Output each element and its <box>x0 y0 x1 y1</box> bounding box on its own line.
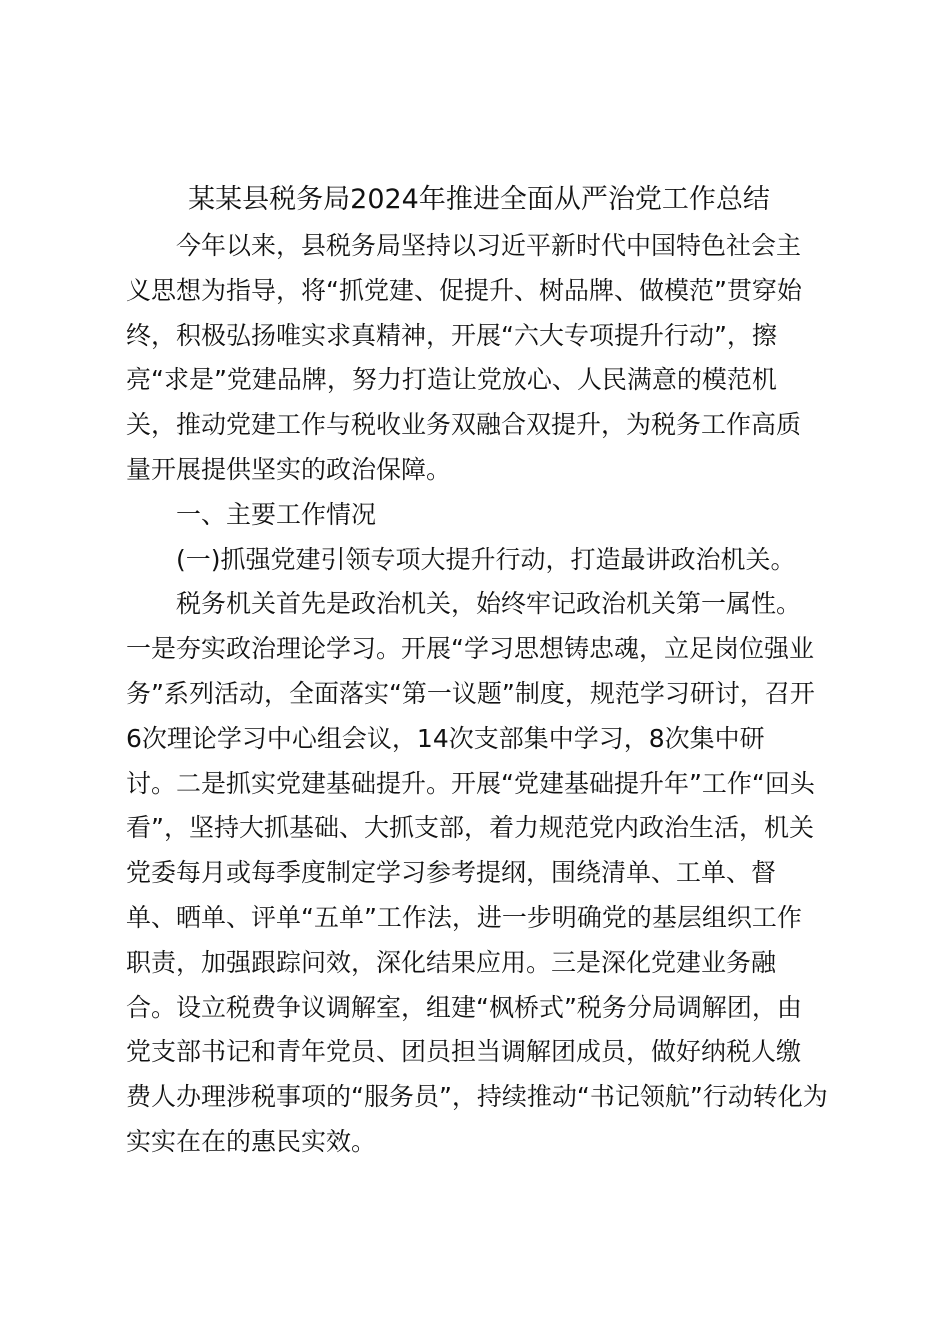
body-line: 职责，加强跟踪问效，深化结果应用。三是深化党建业务融 <box>126 947 777 977</box>
intro-line: 关，推动党建工作与税收业务双融合双提升，为税务工作高质 <box>126 410 802 440</box>
body-line: 一是夯实政治理论学习。开展“学习思想铸忠魂，立足岗位强业 <box>126 634 814 664</box>
body-line: 合。设立税费争议调解室，组建“枫桥式”税务分局调解团，由 <box>126 992 802 1022</box>
intro-paragraph <box>126 224 832 493</box>
body-line: 看”，坚持大抓基础、大抓支部，着力规范党内政治生活，机关 <box>126 813 814 843</box>
document-body <box>126 224 832 1165</box>
body-paragraph <box>126 582 832 1164</box>
body-line: 党支部书记和青年党员、团员担当调解团成员，做好纳税人缴 <box>126 1037 802 1067</box>
intro-line: 义思想为指导，将“抓党建、促提升、树品牌、做模范”贯穿始 <box>126 275 802 305</box>
subsection-heading: (一)抓强党建引领专项大提升行动，打造最讲政治机关。 <box>176 544 796 574</box>
document-title: 某某县税务局2024年推进全面从严治党工作总结 <box>188 184 770 215</box>
intro-line: 今年以来，县税务局坚持以习近平新时代中国特色社会主 <box>176 231 802 260</box>
intro-line: 亮“求是”党建品牌，努力打造让党放心、人民满意的模范机 <box>126 365 777 395</box>
body-line: 实实在在的惠民实效。 <box>126 1126 377 1156</box>
section-heading: 一、主要工作情况 <box>176 499 377 529</box>
body-line: 单、晒单、评单“五单”工作法，进一步明确党的基层组织工作 <box>126 902 802 932</box>
body-line: 党委每月或每季度制定学习参考提纲，围绕清单、工单、督 <box>126 858 777 888</box>
body-line: 费人办理涉税事项的“服务员”，持续推动“书记领航”行动转化为 <box>126 1082 828 1112</box>
body-line: 务”系列活动，全面落实“第一议题”制度，规范学习研讨，召开 <box>126 678 815 708</box>
body-line: 6次理论学习中心组会议，14次支部集中学习，8次集中研 <box>126 723 765 753</box>
body-line: 税务机关首先是政治机关，始终牢记政治机关第一属性。 <box>176 589 802 619</box>
body-line: 讨。二是抓实党建基础提升。开展“党建基础提升年”工作“回头 <box>126 768 815 798</box>
intro-line: 量开展提供坚实的政治保障。 <box>126 454 452 484</box>
intro-line: 终，积极弘扬唯实求真精神，开展“六大专项提升行动”，擦 <box>126 320 777 350</box>
